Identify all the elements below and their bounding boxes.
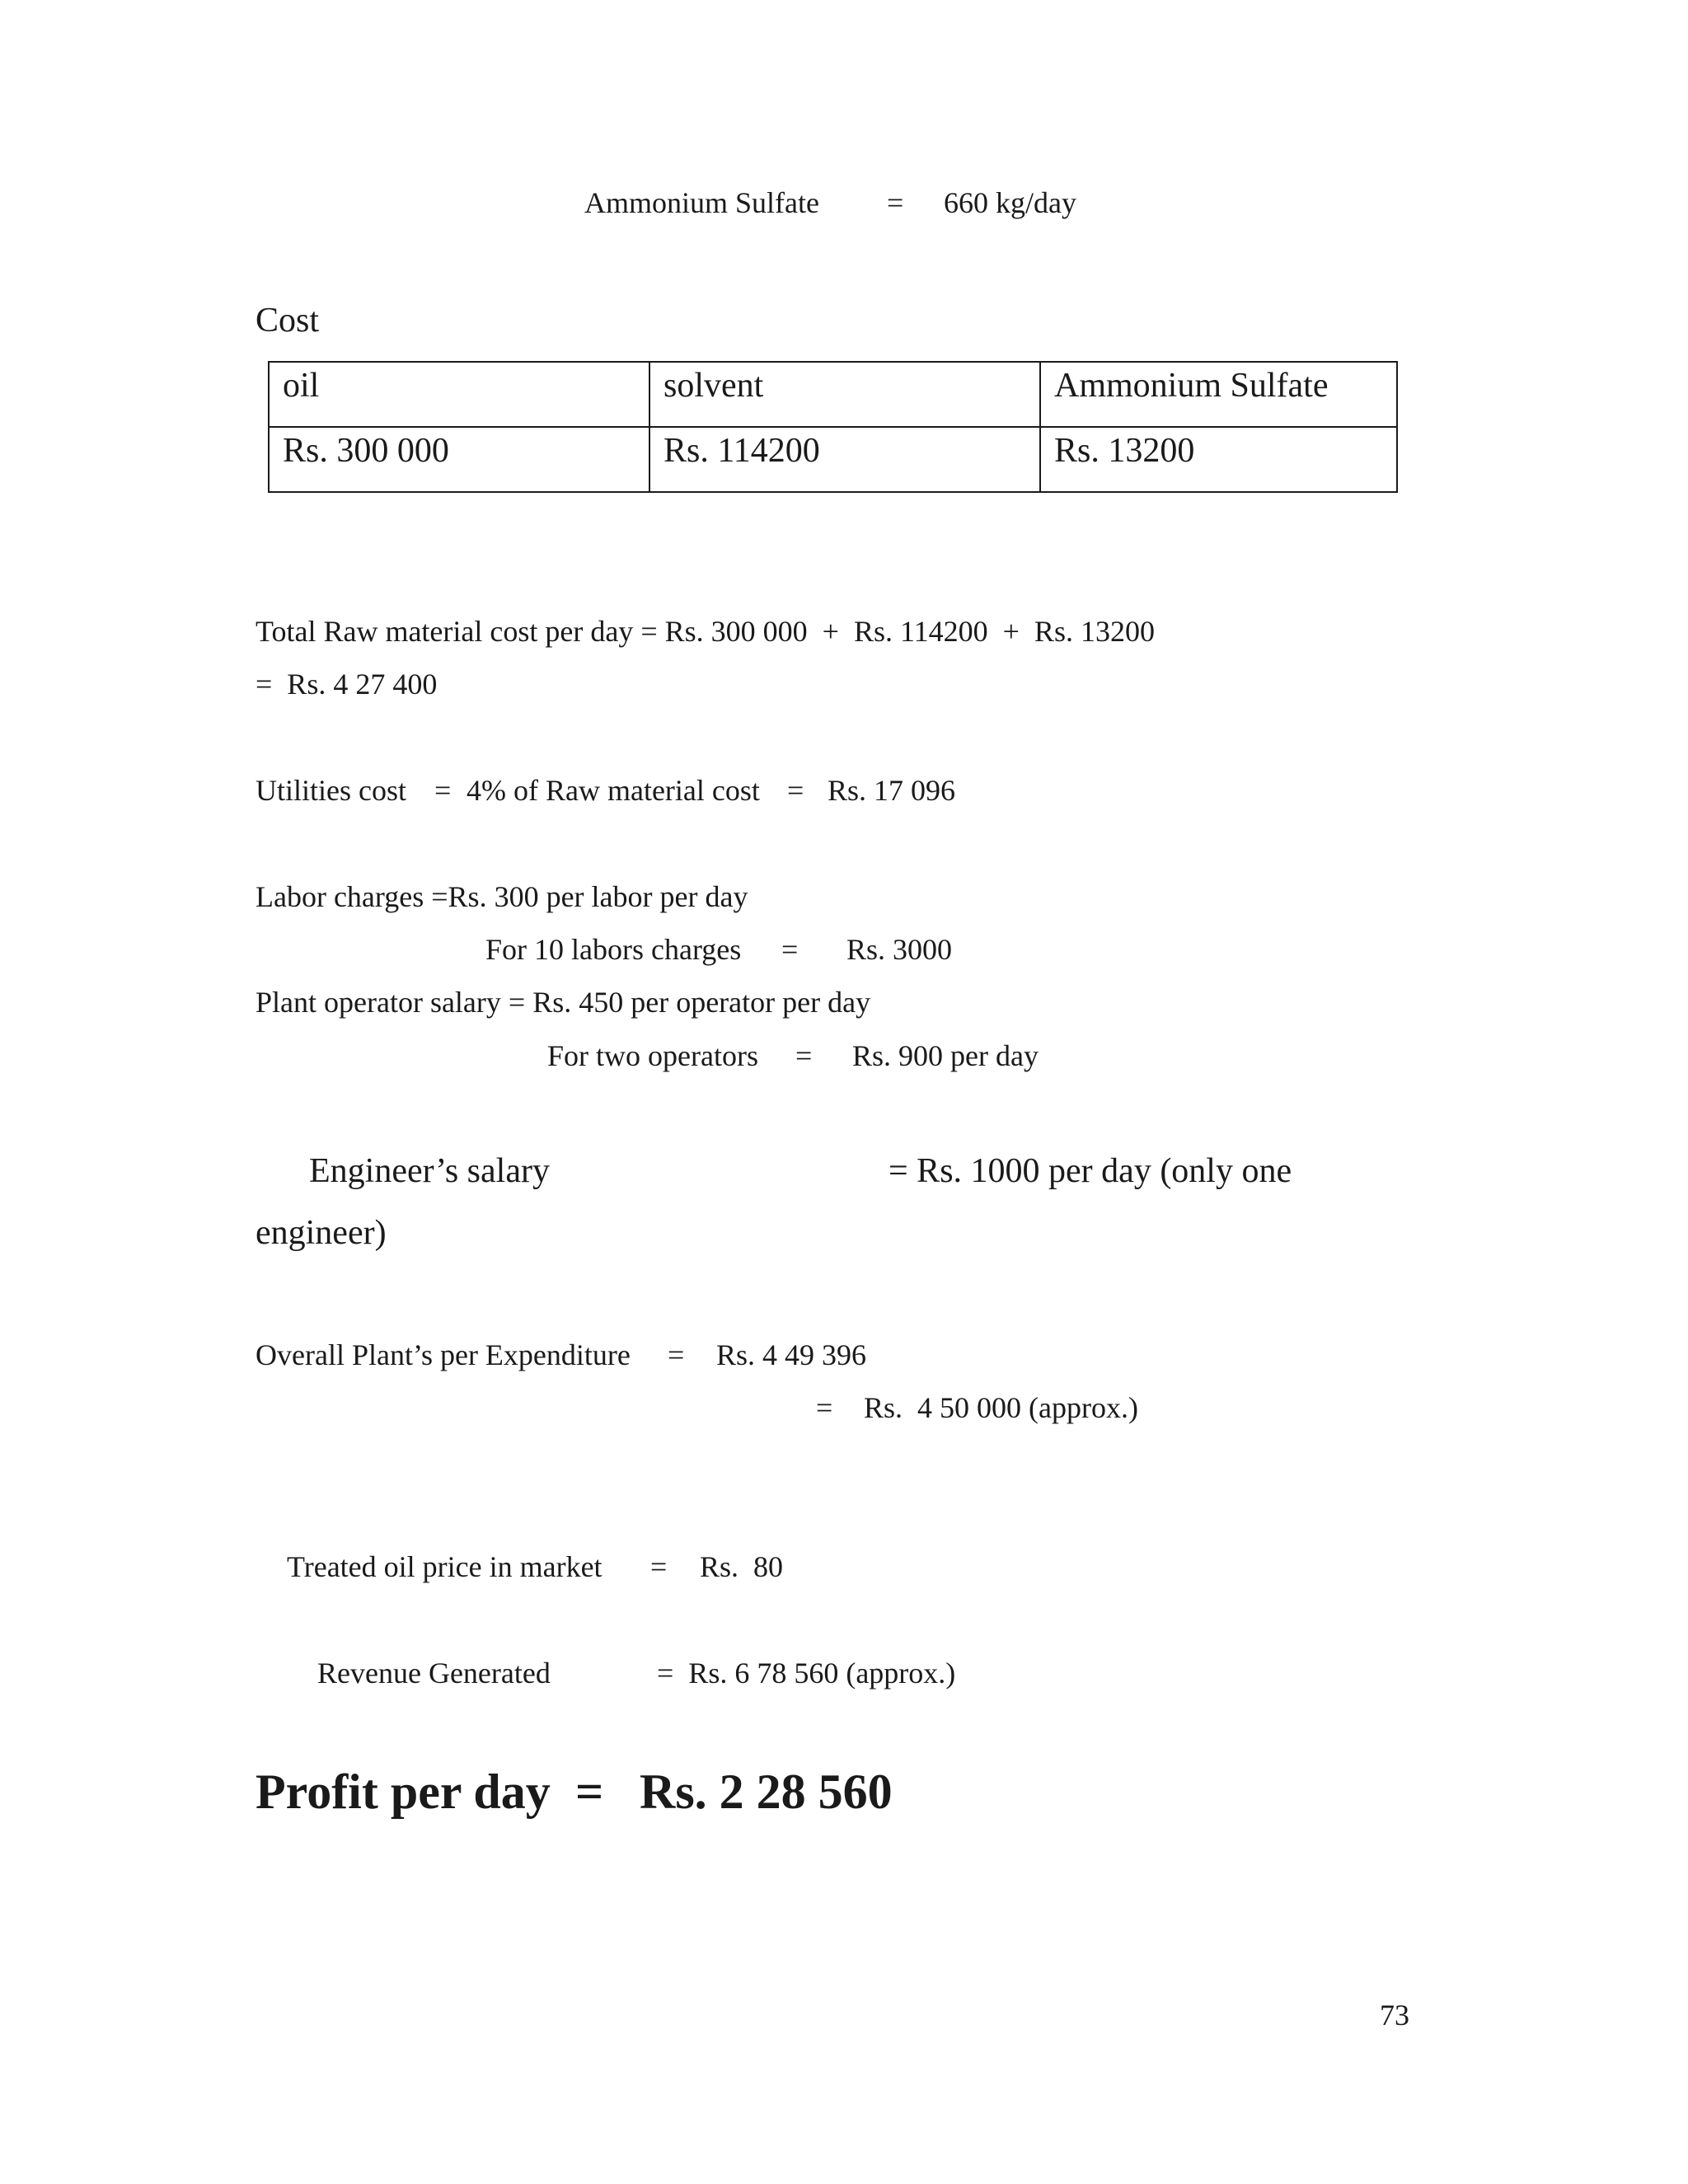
treated-oil-label: Treated oil price in market [287, 1550, 603, 1583]
utilities-equals-2: = [787, 774, 804, 807]
engineer-value: = Rs. 1000 per day (only one [889, 1152, 1292, 1190]
utilities-equals-1: = [434, 774, 452, 807]
profit-value: Rs. 2 28 560 [640, 1765, 893, 1819]
utilities-formula: 4% of Raw material cost [467, 774, 760, 807]
revenue-value: = Rs. 6 78 560 (approx.) [657, 1657, 956, 1690]
utilities-value: Rs. 17 096 [828, 774, 956, 807]
expenditure-value-2: Rs. 4 50 000 (approx.) [864, 1391, 1138, 1424]
cost-table [268, 361, 1398, 493]
total-raw-cost-result: = Rs. 4 27 400 [256, 668, 438, 701]
treated-oil-equals: = [650, 1550, 668, 1583]
labor-sub-label: For 10 labors charges [485, 933, 742, 966]
operator-sub-label: For two operators [547, 1039, 758, 1072]
labor-sub-value: Rs. 3000 [846, 933, 953, 966]
table-cell-oil-cost: Rs. 300 000 [269, 427, 649, 492]
table-header-row [269, 362, 1397, 427]
treated-oil-value: Rs. 80 [700, 1550, 784, 1583]
engineer-continuation: engineer) [256, 1214, 387, 1252]
expenditure-equals-2: = [816, 1391, 833, 1424]
utilities-label: Utilities cost [256, 774, 406, 807]
ammonium-label: Ammonium Sulfate [584, 186, 819, 219]
page-number: 73 [1380, 1999, 1409, 2032]
ammonium-value: 660 kg/day [944, 186, 1076, 219]
table-cell-ammonium-cost: Rs. 13200 [1040, 427, 1397, 492]
profit-label: Profit per day [256, 1765, 551, 1819]
table-header-cell-oil: oil [269, 362, 649, 427]
operator-salary-line: Plant operator salary = Rs. 450 per operator per day [256, 986, 871, 1019]
total-raw-cost-line: Total Raw material cost per day = Rs. 300 000 + Rs. 114200 + Rs. 13200 [256, 615, 1155, 648]
expenditure-equals-1: = [668, 1338, 685, 1371]
engineer-label: Engineer’s salary [309, 1152, 550, 1190]
ammonium-equals: = [887, 186, 904, 219]
table-header-cell-solvent: solvent [649, 362, 1040, 427]
expenditure-label: Overall Plant’s per Expenditure [256, 1338, 631, 1371]
labor-sub-equals: = [781, 933, 799, 966]
profit-equals: = [575, 1765, 604, 1819]
operator-sub-value: Rs. 900 per day [852, 1039, 1039, 1072]
operator-sub-equals: = [795, 1039, 813, 1072]
cost-heading: Cost [256, 302, 320, 340]
expenditure-value-1: Rs. 4 49 396 [716, 1338, 867, 1371]
table-row [269, 427, 1397, 492]
labor-charges-line: Labor charges =Rs. 300 per labor per day [256, 880, 748, 913]
revenue-label: Revenue Generated [317, 1657, 551, 1690]
table-header-cell-ammonium: Ammonium Sulfate [1040, 362, 1397, 427]
table-cell-solvent-cost: Rs. 114200 [649, 427, 1040, 492]
